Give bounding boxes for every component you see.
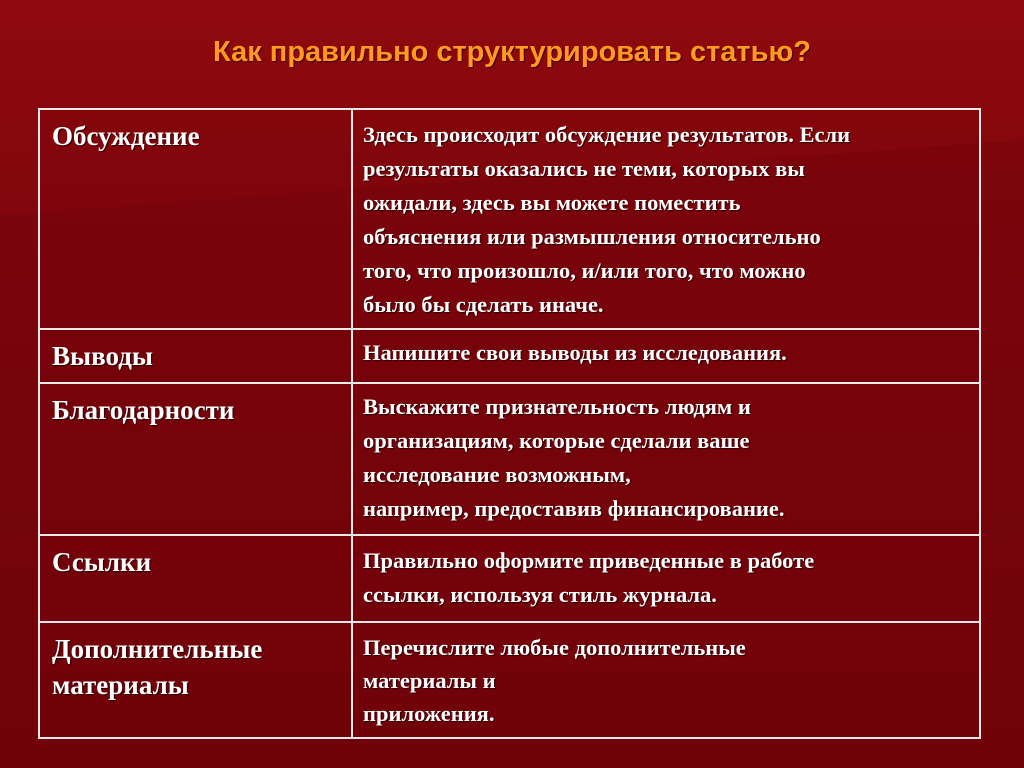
description-line: например, предоставив финансирование. bbox=[363, 496, 785, 521]
table-row bbox=[39, 329, 980, 383]
section-description-cell bbox=[352, 329, 980, 383]
section-description-cell bbox=[352, 383, 980, 535]
section-name-cell bbox=[39, 535, 352, 622]
table-row bbox=[39, 109, 980, 329]
description-line: того, что произошло, и/или того, что можно bbox=[363, 258, 806, 283]
section-name-cell bbox=[39, 109, 352, 329]
description-line: было бы сделать иначе. bbox=[363, 292, 604, 317]
section-name: материалы bbox=[52, 670, 189, 700]
section-description-cell bbox=[352, 109, 980, 329]
slide-title: Как правильно структурировать статью? bbox=[213, 36, 811, 68]
description-line: исследование возможным, bbox=[363, 462, 631, 487]
description-line: ожидали, здесь вы можете поместить bbox=[363, 190, 741, 215]
description-line: результаты оказались не теми, которых вы bbox=[363, 156, 805, 181]
description-line: Здесь происходит обсуждение результатов. Если bbox=[363, 122, 851, 147]
description-line: организациям, которые сделали ваше bbox=[363, 428, 750, 453]
section-description-cell bbox=[352, 535, 980, 622]
description-line: объяснения или размышления относительно bbox=[363, 224, 821, 249]
description-line: ссылки, используя стиль журнала. bbox=[363, 582, 717, 607]
section-name: Ссылки bbox=[52, 547, 152, 577]
section-name-cell bbox=[39, 622, 352, 738]
description-line: материалы и bbox=[363, 668, 496, 693]
section-name: Выводы bbox=[52, 341, 153, 371]
structure-table bbox=[38, 108, 981, 739]
description-line: Напишите свои выводы из исследования. bbox=[363, 340, 787, 365]
section-name: Дополнительные bbox=[52, 634, 263, 664]
table-row bbox=[39, 535, 980, 622]
description-line: приложения. bbox=[363, 701, 495, 726]
table-row bbox=[39, 383, 980, 535]
description-line: Перечислите любые дополнительные bbox=[363, 635, 746, 660]
section-name: Обсуждение bbox=[52, 121, 200, 151]
description-line: Правильно оформите приведенные в работе bbox=[363, 548, 815, 573]
section-name-cell bbox=[39, 329, 352, 383]
table-row bbox=[39, 622, 980, 738]
section-name-cell bbox=[39, 383, 352, 535]
description-line: Выскажите признательность людям и bbox=[363, 394, 751, 419]
section-description-cell bbox=[352, 622, 980, 738]
section-name: Благодарности bbox=[52, 395, 235, 425]
